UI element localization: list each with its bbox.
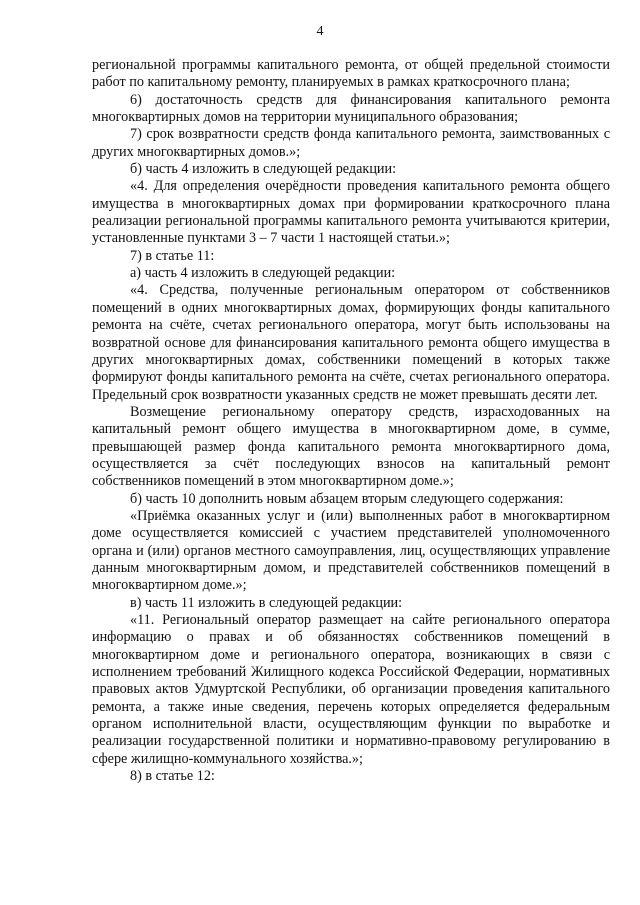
paragraph: б) часть 4 изложить в следующей редакции: (130, 161, 397, 178)
paragraph: «4. Для определения очерёдности проведения капитального ремонта общего имущества в многоквартирных домах при формировании краткосрочного плана реализации региональной программы капитального ремонта учитываются критерии, установленные пунктами 3 – 7 части 1 настоящей статьи.»; (92, 178, 610, 247)
paragraph: в) часть 11 изложить в следующей редакции: (130, 594, 403, 611)
paragraph: б) часть 10 дополнить новым абзацем вторым следующего содержания: (130, 490, 564, 507)
paragraph: 7) срок возвратности средств фонда капитального ремонта, заимствованных с других многоквартирных домов.»; (92, 126, 610, 160)
page-number: 4 (316, 24, 324, 39)
paragraph: 6) достаточность средств для финансирования капитального ремонта многоквартирных домов на территории муниципального образования; (92, 91, 610, 126)
paragraph: Возмещение региональному оператору средств, израсходованных на капитальный ремонт общего имущества в многоквартирном доме, в сумме, превышающей размер фонда капитального ремонта многоквартирного дома, осуществляется за счёт последующих взносов на капитальный ремонт собственников помещений в этом многоквартирном доме.»; (92, 403, 610, 490)
paragraph: «Приёмка оказанных услуг и (или) выполненных работ в многоквартирном доме осуществляется комиссией с участием представителей уполномоченного органа и (или) органов местного самоуправления, лиц, осуществляющих управление данным многоквартирным домом, и представителей собственников помещений в многоквартирном доме.»; (92, 507, 610, 594)
paragraph: а) часть 4 изложить в следующей редакции: (130, 265, 396, 282)
paragraph: региональной программы капитального ремонта, от общей предельной стоимости работ по капитальному ремонту, планируемых в рамках краткосрочного плана; (92, 57, 610, 91)
paragraph: «4. Средства, полученные региональным оператором от собственников помещений в одних многоквартирных домах, формирующих фонды капитального ремонта на счёте, счетах регионального оператора, могут быть использованы на возвратной основе для финансирования капитального ремонта общего имущества в других многоквартирных домах, собственники помещений в которых также формируют фонды капитального ремонта на счёте, счетах регионального оператора. Предельный срок возвратности указанных средств не может превышать десяти лет. (92, 282, 610, 403)
paragraph: 8) в статье 12: (130, 768, 215, 785)
paragraph: 7) в статье 11: (130, 247, 215, 264)
paragraph: «11. Региональный оператор размещает на сайте регионального оператора информацию о правах и об обязанностях собственников помещений в многоквартирном доме и регионального оператора, возникающих в связи с исполнением требований Жилищного кодекса Российской Федерации, нормативных правовых актов Удмуртской Республики, об организации проведения капитального ремонта, а также иные сведения, перечень которых определяется федеральным органом исполнительной власти, осуществляющим функции по выработке и реализации государственной политики и нормативно-правовому регулированию в сфере жилищно-коммунального хозяйства.»; (92, 612, 610, 767)
document-body (92, 57, 610, 785)
